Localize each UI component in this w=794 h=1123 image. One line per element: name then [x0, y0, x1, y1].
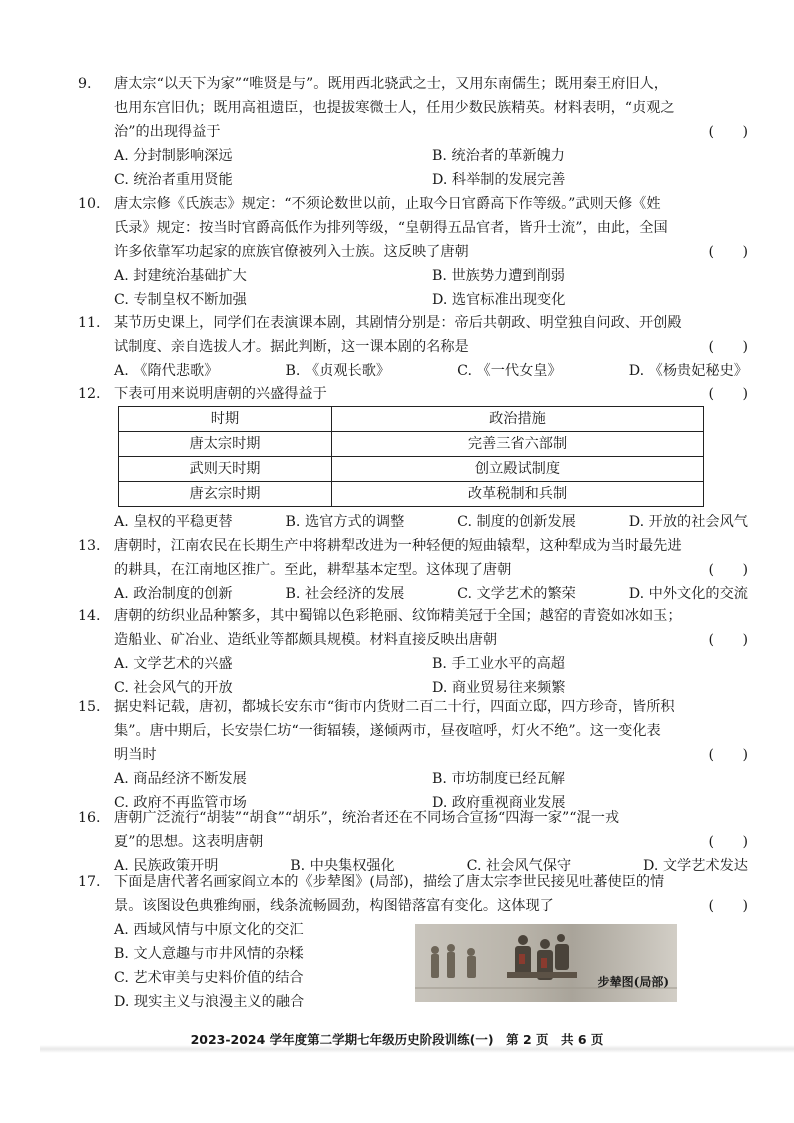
option-d: D. 开放的社会风气	[628, 514, 748, 530]
option-a: A. 政治制度的创新	[114, 586, 233, 602]
question-stem: 唐太宗修《氏族志》规定：“不须论数世以前，止取今日官爵高下作等级。”武则天修《姓 氏录》规定：按当时官爵高低作为排列等级，“皇朝得五品官者，皆升士流”，由此，全国 许多依靠军功起家的庶族官僚被列入士族。这反映了唐朝 ( )	[114, 192, 748, 264]
question-stem: 某节历史课上，同学们在表演课本剧，其剧情分别是：帝后共朝政、明堂独自问政、开创殿 试制度、亲自选拔人才。据此判断，这一课本剧的名称是 ( )	[114, 311, 748, 359]
table-header: 时期	[119, 407, 332, 432]
option-a: A. 文学艺术的兴盛	[114, 656, 233, 672]
option-b: B. 手工业水平的高超	[432, 656, 565, 672]
option-a: A. 封建统治基础扩大	[114, 268, 247, 284]
option-a: A. 《隋代悲歌》	[114, 363, 219, 379]
question-stem: 唐朝广泛流行“胡装”“胡食”“胡乐”，统治者还在不同场合宣扬“四海一家”“混一戎 夏”的思想。这表明唐朝 ( )	[114, 806, 748, 854]
options	[114, 359, 748, 383]
table-cell: 改革税制和兵制	[332, 482, 704, 507]
option-c: C. 政府不再监管市场	[114, 795, 247, 811]
options	[114, 582, 748, 606]
option-b: B. 统治者的革新魄力	[432, 148, 565, 164]
question-stem: 唐朝时，江南农民在长期生产中将耕犁改进为一种轻便的短曲辕犁，这种犁成为当时最先进 的耕具，在江南地区推广。至此，耕犁基本定型。这体现了唐朝 ( )	[114, 534, 748, 582]
answer-paren: ( )	[708, 898, 748, 914]
table-row	[119, 482, 704, 507]
table-cell: 唐太宗时期	[119, 432, 332, 457]
options	[114, 510, 748, 534]
question-number: 17.	[78, 874, 101, 890]
painting-caption: 步辇图(局部)	[597, 975, 669, 989]
question-14	[78, 604, 748, 700]
question-15	[78, 695, 748, 815]
option-b: B. 选官方式的调整	[285, 514, 405, 530]
option-b: B. 《贞观长歌》	[285, 363, 391, 379]
table-cell: 创立殿试制度	[332, 457, 704, 482]
table-header: 政治措施	[332, 407, 704, 432]
option-a: A. 民族政策开明	[114, 858, 219, 874]
option-c: C. 文学艺术的繁荣	[457, 586, 576, 602]
option-a: A. 皇权的平稳更替	[114, 514, 233, 530]
table-header-row	[119, 407, 704, 432]
options	[114, 652, 748, 700]
question-number: 15.	[78, 699, 101, 715]
table-row	[119, 432, 704, 457]
option-b: B. 社会经济的发展	[285, 586, 405, 602]
option-a: A. 商品经济不断发展	[114, 771, 247, 787]
answer-paren: ( )	[708, 386, 748, 402]
question-stem: 唐太宗“以天下为家”“唯贤是与”。既用西北骁武之士，又用东南儒生；既用秦王府旧人， 也用东宫旧仇；既用高祖遗臣，也提拔寒微士人，任用少数民族精英。材料表明，“贞观之 治”的出现得益于 ( )	[114, 72, 748, 144]
answer-paren: ( )	[708, 747, 748, 763]
page-footer: 2023-2024 学年度第二学期七年级历史阶段训练(一) 第 2 页 共 6 页	[190, 1032, 604, 1047]
answer-paren: ( )	[708, 834, 748, 850]
option-d: D. 科举制的发展完善	[432, 172, 566, 188]
option-b: B. 中央集权强化	[290, 858, 395, 874]
answer-paren: ( )	[708, 632, 748, 648]
question-11	[78, 311, 748, 383]
option-a: A. 分封制影响深远	[114, 148, 233, 164]
option-d: D. 现实主义与浪漫主义的融合	[114, 994, 305, 1010]
option-c: C. 统治者重用贤能	[114, 172, 233, 188]
answer-paren: ( )	[708, 562, 748, 578]
measures-table	[118, 406, 704, 507]
question-stem: 下面是唐代著名画家阎立本的《步辇图》(局部)，描绘了唐太宗李世民接见吐蕃使臣的情 景。该图设色典雅绚丽，线条流畅圆劲，构图错落富有变化。这体现了 ( )	[114, 870, 748, 918]
question-number: 12.	[78, 386, 101, 402]
option-b: B. 世族势力遭到削弱	[432, 268, 565, 284]
option-b: B. 市坊制度已经瓦解	[432, 771, 565, 787]
option-c: C. 艺术审美与史料价值的结合	[114, 970, 304, 986]
question-number: 16.	[78, 810, 101, 826]
option-c: C. 制度的创新发展	[457, 514, 576, 530]
question-12	[78, 382, 748, 406]
option-d: D. 《杨贵妃秘史》	[628, 363, 748, 379]
answer-paren: ( )	[708, 124, 748, 140]
question-12-options	[78, 510, 748, 534]
answer-paren: ( )	[708, 244, 748, 260]
question-stem: 唐朝的纺织业品种繁多，其中蜀锦以色彩艳丽、纹饰精美冠于全国；越窑的青瓷如冰如玉； 造船业、矿冶业、造纸业等都颇具规模。材料直接反映出唐朝 ( )	[114, 604, 748, 652]
question-9	[78, 72, 748, 192]
question-number: 13.	[78, 538, 101, 554]
question-number: 9.	[78, 76, 92, 92]
answer-paren: ( )	[708, 339, 748, 355]
option-d: D. 政府重视商业发展	[432, 795, 566, 811]
table-cell: 完善三省六部制	[332, 432, 704, 457]
table-cell: 唐玄宗时期	[119, 482, 332, 507]
option-d: D. 选官标准出现变化	[432, 292, 566, 308]
table-row	[119, 457, 704, 482]
option-b: B. 文人意趣与市井风情的杂糅	[114, 946, 304, 962]
question-13	[78, 534, 748, 606]
option-a: A. 西域风情与中原文化的交汇	[114, 922, 304, 938]
question-stem: 据史料记载，唐初，都城长安东市“街市内货财二百二十行，四面立邸，四方珍奇，皆所积 集”。唐中期后，长安崇仁坊“一街辐辏，遂倾两市，昼夜喧呼，灯火不绝”。这一变化表 明当时 ( )	[114, 695, 748, 767]
options	[114, 264, 748, 312]
question-number: 14.	[78, 608, 101, 624]
painting-image	[415, 924, 677, 1002]
question-10	[78, 192, 748, 312]
options	[114, 144, 748, 192]
option-d: D. 文学艺术发达	[642, 858, 748, 874]
option-d: D. 商业贸易往来频繁	[432, 680, 566, 696]
question-number: 11.	[78, 315, 101, 331]
table-cell: 武则天时期	[119, 457, 332, 482]
option-d: D. 中外文化的交流	[628, 586, 748, 602]
option-c: C. 社会风气的开放	[114, 680, 233, 696]
option-c: C. 社会风气保守	[466, 858, 572, 874]
question-16	[78, 806, 748, 878]
question-stem: 下表可用来说明唐朝的兴盛得益于 ( )	[114, 382, 748, 406]
option-c: C. 《一代女皇》	[457, 363, 562, 379]
question-number: 10.	[78, 196, 101, 212]
option-c: C. 专制皇权不断加强	[114, 292, 247, 308]
